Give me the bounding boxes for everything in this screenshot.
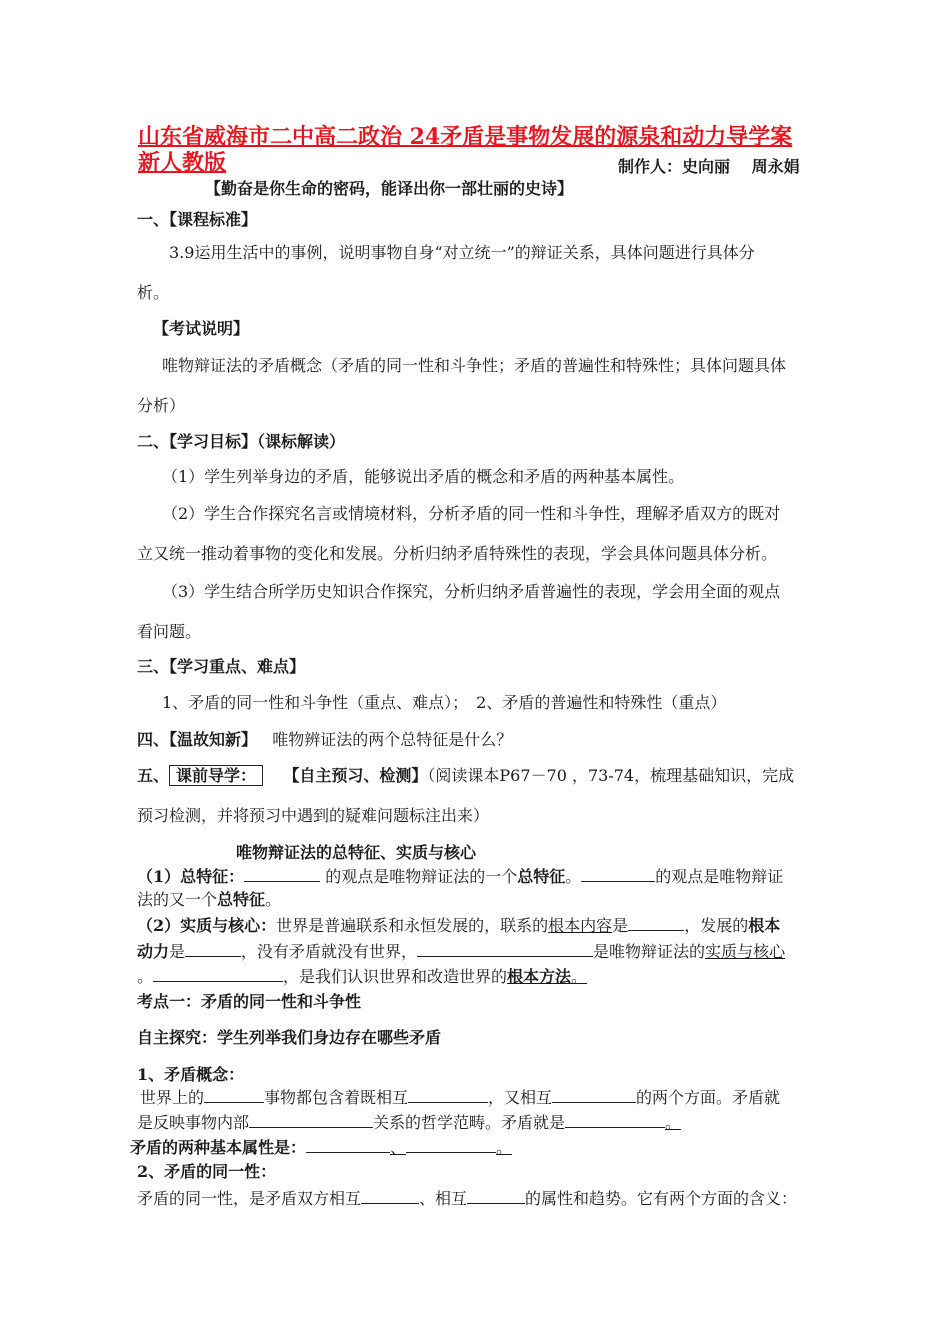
- exam-text-line1: 唯物辩证法的矛盾概念（矛盾的同一性和斗争性；矛盾的普遍性和特殊性；具体问题具体: [162, 356, 787, 375]
- fill-blank[interactable]: [467, 1188, 525, 1204]
- review-text: 世界是普遍联系和永恒发展的，联系的: [276, 916, 549, 935]
- keyword: 总特征: [517, 867, 566, 886]
- standard-text-line1: 3.9运用生活中的事例，说明事物自身“对立统一”的辩证关系，具体问题进行具体分: [169, 243, 755, 262]
- fill-blank[interactable]: [565, 1112, 665, 1128]
- identity-text-part: 矛盾的同一性，是矛盾双方相互: [137, 1189, 362, 1208]
- kp1-heading: 考点一：矛盾的同一性和斗争性: [137, 992, 362, 1011]
- review-text: 法的又一个: [137, 890, 218, 909]
- basic-attributes-label: 矛盾的两种基本属性是：: [130, 1138, 307, 1157]
- fill-blank[interactable]: [408, 1087, 488, 1103]
- concept-text: 的两个方面。矛盾就: [636, 1088, 781, 1107]
- underlined-term: 根本内容: [548, 916, 613, 935]
- general-feature-label: （1）总特征：: [137, 867, 245, 886]
- separator: 、: [390, 1138, 407, 1157]
- fill-blank[interactable]: [153, 966, 283, 982]
- review-text: ，没有矛盾就没有世界，: [241, 942, 418, 961]
- identity-text-part: 、相互: [419, 1189, 468, 1208]
- section4-heading: 四、【温故知新】: [137, 730, 258, 749]
- basic-attributes-line: [130, 1137, 512, 1159]
- standard-text-line2: 析。: [137, 283, 170, 302]
- review-item2-line1: [137, 915, 780, 937]
- keyword: 根本方法: [507, 967, 572, 986]
- fill-blank[interactable]: [361, 1188, 419, 1204]
- author-line: 制作人：史向丽 周永娟: [618, 157, 800, 176]
- fill-blank[interactable]: [552, 1087, 636, 1103]
- separator: 。: [496, 1138, 513, 1157]
- concept-line2: [137, 1112, 681, 1134]
- keyword: 总特征: [217, 890, 266, 909]
- keyword: 根本: [748, 916, 781, 935]
- exam-heading: 【考试说明】: [153, 319, 250, 338]
- doc-title-line2: 新人教版: [138, 150, 227, 176]
- essence-core-label: （2）实质与核心：: [137, 916, 277, 935]
- fill-blank[interactable]: [249, 1112, 373, 1128]
- fill-blank[interactable]: [581, 866, 655, 882]
- key-points-text: 1、矛盾的同一性和斗争性（重点、难点）； 2、矛盾的普遍性和特殊性（重点）: [162, 693, 727, 712]
- identity-text-part: 的属性和趋势。它有两个方面的含义：: [525, 1189, 798, 1208]
- doc-title-line1: 山东省威海市二中高二政治 24矛盾是事物发展的源泉和动力导学案: [138, 124, 793, 150]
- goal2-line1: （2）学生合作探究名言或情境材料，分析矛盾的同一性和斗争性，理解矛盾双方的既对: [162, 504, 781, 523]
- concept-line1: [140, 1087, 780, 1109]
- review-text: 。: [265, 890, 282, 909]
- concept-text: 是反映事物内部: [137, 1113, 250, 1132]
- review-text: 是: [612, 916, 629, 935]
- identity-text: [137, 1188, 797, 1210]
- section2-heading: 二、【学习目标】（课标解读）: [137, 432, 346, 451]
- concept-text: 事物都包含着既相互: [264, 1088, 409, 1107]
- section4-question: 唯物辨证法的两个总特征是什么？: [272, 730, 513, 749]
- underlined-term: 实质与核心: [705, 942, 786, 961]
- self-preview-heading: 【自主预习、检测】: [283, 766, 428, 785]
- review-text: 。: [137, 967, 154, 986]
- review-text: ，是我们认识世界和改造世界的: [283, 967, 508, 986]
- fill-blank[interactable]: [204, 1087, 264, 1103]
- section3-heading: 三、【学习重点、难点】: [137, 657, 306, 676]
- contradiction-concept-heading: 1、矛盾概念：: [137, 1065, 245, 1084]
- concept-text: 。: [665, 1113, 682, 1132]
- self-explore-prompt: 自主探究：学生列举我们身边存在哪些矛盾: [137, 1028, 442, 1047]
- fill-blank[interactable]: [628, 915, 684, 931]
- review-text: 是: [169, 942, 186, 961]
- review-item2-line3: [137, 966, 587, 988]
- section4-line: [137, 729, 512, 751]
- goal2-line2: 立又统一推动着事物的变化和发展。分析归纳矛盾特殊性的表现，学会具体问题具体分析。: [137, 544, 778, 563]
- review-text: 的观点是唯物辩证: [655, 867, 784, 886]
- review-text: ，发展的: [684, 916, 749, 935]
- review-item2-line2: [137, 941, 785, 963]
- review-item1-line2: [137, 889, 281, 911]
- review-title: 唯物辩证法的总特征、实质与核心: [236, 843, 477, 862]
- concept-text: 世界上的: [140, 1088, 205, 1107]
- fill-blank[interactable]: [417, 941, 593, 957]
- review-text: 。: [565, 867, 582, 886]
- pre-class-guide-box: 课前导学：: [169, 765, 263, 786]
- exam-text-line2: 分析）: [137, 396, 186, 415]
- section5-prefix: 五、: [137, 766, 170, 785]
- fill-blank[interactable]: [306, 1137, 390, 1153]
- section1-heading: 一、【课程标准】: [137, 210, 258, 229]
- fill-blank[interactable]: [406, 1137, 496, 1153]
- section5-line2: 预习检测，并将预习中遇到的疑难问题标注出来）: [137, 806, 490, 825]
- review-text: 。: [571, 967, 588, 986]
- concept-text: ，又相互: [488, 1088, 553, 1107]
- identity-heading: 2、矛盾的同一性：: [137, 1162, 277, 1181]
- concept-text: 关系的哲学范畴。矛盾就是: [373, 1113, 566, 1132]
- goal1: （1）学生列举身边的矛盾，能够说出矛盾的概念和矛盾的两种基本属性。: [162, 467, 685, 486]
- motto: 【勤奋是你生命的密码，能译出你一部壮丽的史诗】: [205, 179, 574, 198]
- keyword: 动力: [137, 942, 170, 961]
- review-text: 的观点是唯物辩证法的一个: [325, 867, 518, 886]
- review-item1-line1: [137, 866, 783, 888]
- goal3-line2: 看问题。: [137, 622, 202, 641]
- goal3-line1: （3）学生结合所学历史知识合作探究，分析归纳矛盾普遍性的表现，学会用全面的观点: [162, 582, 781, 601]
- section5-line1: [137, 765, 794, 787]
- fill-blank[interactable]: [244, 866, 320, 882]
- fill-blank[interactable]: [185, 941, 241, 957]
- review-text: 是唯物辩证法的: [593, 942, 706, 961]
- section5-text-part1: （阅读课本P67－70 ，73-74，梳理基础知识，完成: [427, 766, 795, 785]
